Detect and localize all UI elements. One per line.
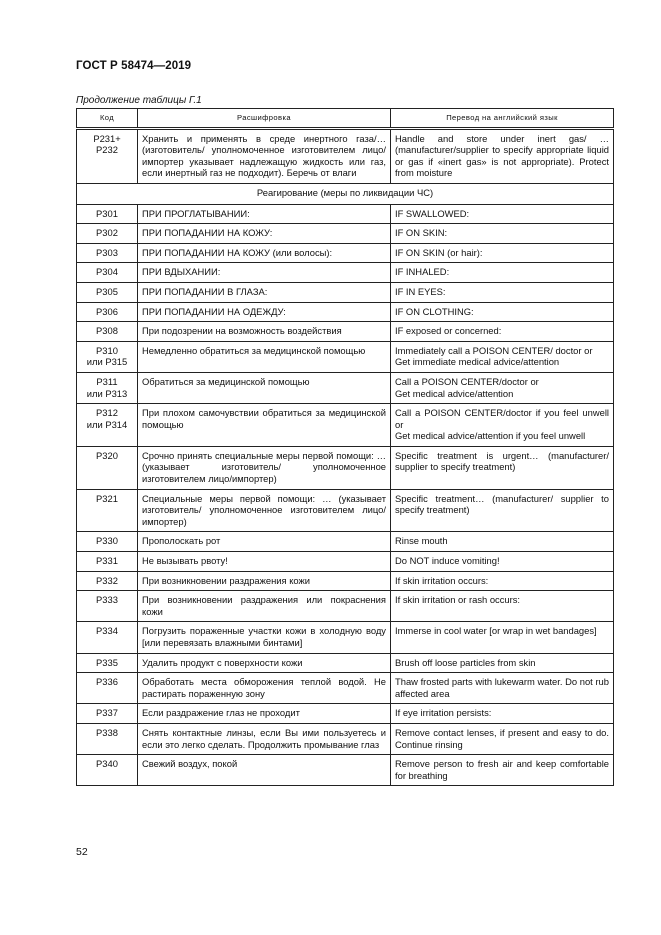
- english-text-cell: [391, 704, 614, 724]
- table-header-row: [77, 109, 614, 129]
- english-text-line: IF exposed or concerned:: [395, 325, 502, 337]
- russian-text-cell: ПРИ ПОПАДАНИИ В ГЛАЗА:: [138, 282, 391, 302]
- english-text-cell: [391, 532, 614, 552]
- russian-text-cell: При подозрении на возможность воздействия: [138, 322, 391, 342]
- code-line: P305: [96, 285, 118, 297]
- table-row: [77, 243, 614, 263]
- table-row: [77, 446, 614, 489]
- english-text-line: Get medical advice/attention if you feel unwell: [395, 430, 586, 442]
- russian-text-cell: Погрузить пораженные участки кожи в холодную воду [или перевязать влажными бинтами]: [138, 622, 391, 653]
- code-cell: [77, 204, 138, 224]
- english-text-cell: [391, 571, 614, 591]
- code-line: P333: [96, 594, 118, 606]
- english-text-line: Immerse in cool water [or wrap in wet bandages]: [395, 625, 597, 637]
- code-line: P301: [96, 207, 118, 219]
- english-text-cell: [391, 552, 614, 572]
- table-row: [77, 224, 614, 244]
- table-row: [77, 204, 614, 224]
- english-text-line: Do NOT induce vomiting!: [395, 555, 500, 567]
- english-text-line: Call a POISON CENTER/doctor if you feel unwell or: [395, 407, 609, 430]
- english-text-line: Get immediate medical advice/attention: [395, 356, 560, 368]
- english-text-line: Thaw frosted parts with lukewarm water. Do not rub affected area: [395, 676, 609, 699]
- russian-text-cell: Снять контактные линзы, если Вы ими пользуетесь и если это легко сделать. Продолжить промывание глаз: [138, 723, 391, 754]
- english-text-line: IF ON SKIN (or hair):: [395, 246, 483, 258]
- code-line: P340: [96, 758, 118, 770]
- english-text-cell: [391, 224, 614, 244]
- code-cell: [77, 755, 138, 786]
- english-text-cell: [391, 653, 614, 673]
- code-line: P302: [96, 227, 118, 239]
- english-text-cell: [391, 282, 614, 302]
- code-cell: [77, 622, 138, 653]
- code-line: P321: [96, 492, 118, 504]
- code-line: или P315: [86, 356, 128, 368]
- english-text-cell: [391, 591, 614, 622]
- table-row: [77, 653, 614, 673]
- english-text-cell: [391, 755, 614, 786]
- russian-text-cell: ПРИ ВДЫХАНИИ:: [138, 263, 391, 283]
- code-cell: [77, 404, 138, 447]
- russian-text-cell: При плохом самочувствии обратиться за медицинской помощью: [138, 404, 391, 447]
- hazard-statements-table: [76, 108, 614, 786]
- code-cell: [77, 673, 138, 704]
- english-text-cell: [391, 622, 614, 653]
- code-line: P232: [96, 144, 118, 156]
- english-text-line: Specific treatment… (manufacturer/ supplier to specify treatment): [395, 492, 609, 516]
- english-text-line: Get medical advice/attention: [395, 387, 514, 399]
- code-line: P306: [96, 305, 118, 317]
- english-text-line: If eye irritation persists:: [395, 707, 492, 719]
- english-text-cell: [391, 446, 614, 489]
- english-text-cell: [391, 673, 614, 704]
- english-text-cell: [391, 341, 614, 372]
- code-line: P303: [96, 246, 118, 258]
- page-number: 52: [76, 846, 88, 858]
- code-cell: [77, 532, 138, 552]
- english-text-line: IF ON SKIN:: [395, 227, 448, 239]
- code-cell: [77, 571, 138, 591]
- table-row: [77, 341, 614, 372]
- russian-text-cell: При возникновении раздражения кожи: [138, 571, 391, 591]
- russian-text-cell: ПРИ ПОПАДАНИИ НА ОДЕЖДУ:: [138, 302, 391, 322]
- english-text-line: If skin irritation or rash occurs:: [395, 594, 521, 606]
- russian-text-cell: Если раздражение глаз не проходит: [138, 704, 391, 724]
- english-text-line: Rinse mouth: [395, 535, 448, 547]
- code-cell: [77, 243, 138, 263]
- code-line: P231+: [93, 132, 121, 144]
- code-cell: [77, 341, 138, 372]
- table-row: [77, 404, 614, 447]
- header-english: Перевод на английский язык: [391, 109, 614, 129]
- code-line: P311: [96, 375, 118, 387]
- english-text-cell: Handle and store under inert gas/ … (manufacturer/supplier to specify appropriate liquid or gas if «inert gas» is not appropriate). Protect from moisture: [391, 128, 614, 183]
- table-row: [77, 263, 614, 283]
- code-cell: [77, 128, 138, 183]
- table-caption: Продолжение таблицы Г.1: [76, 95, 202, 106]
- code-cell: [77, 653, 138, 673]
- code-line: или P313: [86, 387, 128, 399]
- russian-text-cell: При возникновении раздражения или покраснения кожи: [138, 591, 391, 622]
- code-cell: [77, 446, 138, 489]
- russian-text-cell: ПРИ ПОПАДАНИИ НА КОЖУ (или волосы):: [138, 243, 391, 263]
- code-line: или P314: [86, 418, 128, 430]
- russian-text-cell: Немедленно обратиться за медицинской помощью: [138, 341, 391, 372]
- code-line: P308: [96, 325, 118, 337]
- table-row: [77, 552, 614, 572]
- code-cell: [77, 704, 138, 724]
- code-cell: [77, 263, 138, 283]
- table-row: [77, 673, 614, 704]
- english-text-cell: [391, 372, 614, 403]
- english-text-line: Brush off loose particles from skin: [395, 656, 536, 668]
- code-line: P338: [96, 726, 118, 738]
- english-text-cell: [391, 489, 614, 532]
- code-line: P332: [96, 574, 118, 586]
- english-text-line: IF INHALED:: [395, 266, 450, 278]
- code-cell: [77, 489, 138, 532]
- english-text-cell: [391, 723, 614, 754]
- russian-text-cell: ПРИ ПРОГЛАТЫВАНИИ:: [138, 204, 391, 224]
- code-line: P335: [96, 656, 118, 668]
- table-row: [77, 128, 614, 183]
- table-row: [77, 723, 614, 754]
- header-decoding: Расшифровка: [138, 109, 391, 129]
- code-line: P336: [96, 676, 118, 688]
- russian-text-cell: Прополоскать рот: [138, 532, 391, 552]
- english-text-line: Immediately call a POISON CENTER/ doctor or: [395, 344, 593, 356]
- section-title: Реагирование (меры по ликвидации ЧС): [77, 183, 614, 204]
- table-row: [77, 282, 614, 302]
- english-text-line: If skin irritation occurs:: [395, 574, 489, 586]
- table-row: [77, 302, 614, 322]
- code-line: P320: [96, 449, 118, 461]
- standard-title: ГОСТ Р 58474—2019: [76, 60, 192, 72]
- code-line: P337: [96, 707, 118, 719]
- russian-text-cell: Свежий воздух, покой: [138, 755, 391, 786]
- code-cell: [77, 372, 138, 403]
- code-cell: [77, 224, 138, 244]
- russian-text-cell: Удалить продукт с поверхности кожи: [138, 653, 391, 673]
- english-text-line: Remove contact lenses, if present and easy to do. Continue rinsing: [395, 726, 609, 750]
- code-cell: [77, 302, 138, 322]
- code-line: P334: [96, 625, 118, 637]
- english-text-cell: [391, 302, 614, 322]
- code-line: P331: [96, 555, 118, 567]
- table-row: [77, 372, 614, 403]
- code-cell: [77, 591, 138, 622]
- russian-text-cell: Специальные меры первой помощи: … (указывает изготовитель/ уполномоченное изготовителем лицо/импортер): [138, 489, 391, 532]
- english-text-line: Remove person to fresh air and keep comfortable for breathing: [395, 758, 609, 781]
- code-line: P310: [96, 344, 118, 356]
- code-cell: [77, 322, 138, 342]
- english-text-cell: [391, 243, 614, 263]
- russian-text-cell: Обработать места обморожения теплой водой. Не растирать пораженную зону: [138, 673, 391, 704]
- english-text-line: Specific treatment is urgent… (manufacturer/ supplier to specify treatment): [395, 449, 609, 473]
- russian-text-cell: Хранить и применять в среде инертного газа/… (изготовитель/ уполномоченное изготовителем лицо/ импортер указывает надлежащую жидкость или газ, если инертный газ не подходит). Беречь от влаги: [138, 128, 391, 183]
- english-text-line: IF ON CLOTHING:: [395, 305, 474, 317]
- english-text-cell: [391, 404, 614, 447]
- english-text-cell: [391, 263, 614, 283]
- english-text-line: Call a POISON CENTER/doctor or: [395, 375, 539, 387]
- code-cell: [77, 282, 138, 302]
- table-row: [77, 622, 614, 653]
- english-text-line: IF IN EYES:: [395, 285, 446, 297]
- code-cell: [77, 723, 138, 754]
- code-cell: [77, 552, 138, 572]
- section-row: [77, 183, 614, 204]
- table-row: [77, 571, 614, 591]
- russian-text-cell: ПРИ ПОПАДАНИИ НА КОЖУ:: [138, 224, 391, 244]
- code-line: P304: [96, 266, 118, 278]
- russian-text-cell: Обратиться за медицинской помощью: [138, 372, 391, 403]
- russian-text-cell: Не вызывать рвоту!: [138, 552, 391, 572]
- english-text-cell: [391, 322, 614, 342]
- english-text-cell: [391, 204, 614, 224]
- russian-text-cell: Срочно принять специальные меры первой помощи: … (указывает изготовитель/ уполномоченное изготовителем лицо/импортер): [138, 446, 391, 489]
- english-text-line: IF SWALLOWED:: [395, 207, 470, 219]
- table-row: [77, 489, 614, 532]
- table-row: [77, 704, 614, 724]
- header-code: Код: [77, 109, 138, 129]
- table-row: [77, 755, 614, 786]
- code-line: P330: [96, 535, 118, 547]
- table-row: [77, 591, 614, 622]
- code-line: P312: [96, 407, 118, 419]
- table-row: [77, 322, 614, 342]
- table-row: [77, 532, 614, 552]
